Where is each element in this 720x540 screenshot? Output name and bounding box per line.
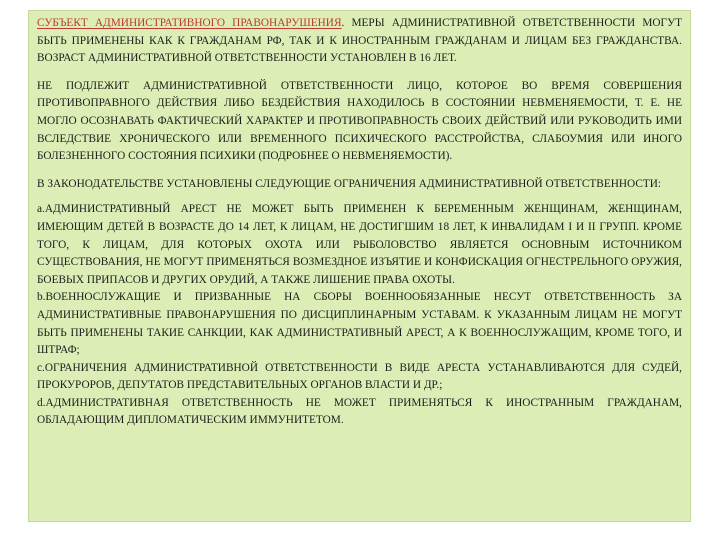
restriction-item-d xyxy=(37,395,682,430)
subject-term-highlight: СУБЪЕКТ АДМИНИСТРАТИВНОГО ПРАВОНАРУШЕНИЯ xyxy=(37,17,342,29)
restriction-text: ВОЕННОСЛУЖАЩИЕ И ПРИЗВАННЫЕ НА СБОРЫ ВОЕННООБЯЗАННЫЕ НЕСУТ ОТВЕТСТВЕННОСТЬ ЗА АДМИНИСТРАТИВНЫЕ ПРАВОНАРУШЕНИЯ ПО ДИСЦИПЛИНАРНЫМ УСТАВАМ. К УКАЗАННЫМ ЛИЦАМ НЕ МОГУТ БЫТЬ ПРИМЕНЕНЫ ТАКИЕ САНКЦИИ, КАК АДМИНИСТРАТИВНЫЙ АРЕСТ, А К ВОЕННОСЛУЖАЩИМ, КРОМЕ ТОГО, И ШТРАФ; xyxy=(37,291,682,357)
restriction-text: ОГРАНИЧЕНИЯ АДМИНИСТРАТИВНОЙ ОТВЕТСТВЕННОСТИ В ВИДЕ АРЕСТА УСТАНАВЛИВАЮТСЯ ДЛЯ СУДЕЙ, ПРОКУРОРОВ, ДЕПУТАТОВ ПРЕДСТАВИТЕЛЬНЫХ ОРГАНОВ ВЛАСТИ И ДР.; xyxy=(37,361,682,392)
restriction-marker: c. xyxy=(37,361,45,374)
paragraph-subject xyxy=(37,15,682,68)
restriction-marker: d. xyxy=(37,396,46,409)
restriction-text: АДМИНИСТРАТИВНЫЙ АРЕСТ НЕ МОЖЕТ БЫТЬ ПРИМЕНЕН К БЕРЕМЕННЫМ ЖЕНЩИНАМ, ЖЕНЩИНАМ, ИМЕЮЩИМ ДЕТЕЙ В ВОЗРАСТЕ ДО 14 ЛЕТ, К ЛИЦАМ, НЕ ДОСТИГШИМ 18 ЛЕТ, К ИНВАЛИДАМ I И II ГРУПП. КРОМЕ ТОГО, К ЛИЦАМ, ДЛЯ КОТОРЫХ ОХОТА ИЛИ РЫБОЛОВСТВО ЯВЛЯЕТСЯ ОСНОВНЫМ ИСТОЧНИКОМ СУЩЕСТВОВАНИЯ, НЕ МОГУТ ПРИМЕНЯТЬСЯ ВОЗМЕЗДНОЕ ИЗЪЯТИЕ И КОНФИСКАЦИЯ ОГНЕСТРЕЛЬНОГО ОРУЖИЯ, БОЕВЫХ ПРИПАСОВ И ДРУГИХ ОРУДИЙ, А ТАКЖЕ ЛИШЕНИЕ ПРАВА ОХОТЫ. xyxy=(37,203,682,286)
restriction-item-b xyxy=(37,289,682,359)
restriction-marker: b. xyxy=(37,291,46,304)
restriction-text: АДМИНИСТРАТИВНАЯ ОТВЕТСТВЕННОСТЬ НЕ МОЖЕТ ПРИМЕНЯТЬСЯ К ИНОСТРАННЫМ ГРАЖДАНАМ, ОБЛАДАЮЩИМ ДИПЛОМАТИЧЕСКИМ ИММУНИТЕТОМ. xyxy=(37,396,682,427)
restriction-item-a xyxy=(37,201,682,289)
paragraph-subject-text: . МЕРЫ АДМИНИСТРАТИВНОЙ ОТВЕТСТВЕННОСТИ МОГУТ БЫТЬ ПРИМЕНЕНЫ КАК К ГРАЖДАНАМ РФ, ТАК И К ИНОСТРАННЫМ ГРАЖДАНАМ И ЛИЦАМ БЕЗ ГРАЖДАНСТВА. ВОЗРАСТ АДМИНИСТРАТИВНОЙ ОТВЕТСТВЕННОСТИ УСТАНОВЛЕН В 16 ЛЕТ. xyxy=(37,17,682,65)
restriction-item-c xyxy=(37,360,682,395)
restriction-marker: a. xyxy=(37,203,45,216)
paragraph-restrictions-intro: В ЗАКОНОДАТЕЛЬСТВЕ УСТАНОВЛЕНЫ СЛЕДУЮЩИЕ ОГРАНИЧЕНИЯ АДМИНИСТРАТИВНОЙ ОТВЕТСТВЕННОСТИ: xyxy=(37,177,662,190)
paragraph-insanity: НЕ ПОДЛЕЖИТ АДМИНИСТРАТИВНОЙ ОТВЕТСТВЕННОСТИ ЛИЦО, КОТОРОЕ ВО ВРЕМЯ СОВЕРШЕНИЯ ПРОТИВОПРАВНОГО ДЕЙСТВИЯ ЛИБО БЕЗДЕЙСТВИЯ НАХОДИЛОСЬ В СОСТОЯНИИ НЕВМЕНЯЕМОСТИ, Т. Е. НЕ МОГЛО ОСОЗНАВАТЬ ФАКТИЧЕСКИЙ ХАРАКТЕР И ПРОТИВОПРАВНОСТЬ СВОИХ ДЕЙСТВИЙ ИЛИ РУКОВОДИТЬ ИМИ ВСЛЕДСТВИЕ ХРОНИЧЕСКОГО ИЛИ ВРЕМЕННОГО ПСИХИЧЕСКОГО РАССТРОЙСТВА, СЛАБОУМИЯ ИЛИ ИНОГО БОЛЕЗНЕННОГО СОСТОЯНИЯ ПСИХИКИ (ПОДРОБНЕЕ О НЕВМЕНЯЕМОСТИ). xyxy=(37,79,682,163)
content-panel xyxy=(28,10,691,522)
